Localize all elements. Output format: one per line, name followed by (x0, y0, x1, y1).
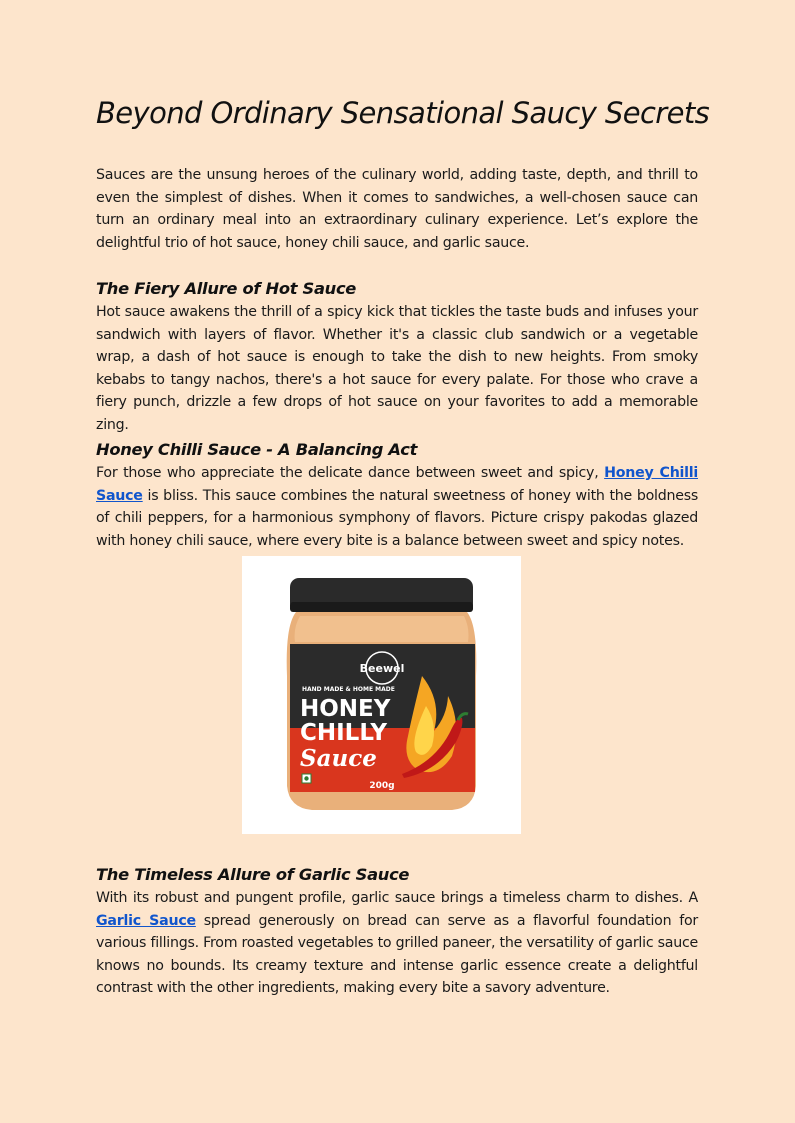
label-weight: 200g (369, 781, 395, 791)
section-heading: Honey Chilli Sauce - A Balancing Act (96, 440, 418, 459)
garlic-sauce-link[interactable]: Garlic Sauce (96, 912, 196, 929)
label-name-line2: CHILLY (300, 720, 388, 746)
section-garlic-sauce (96, 863, 698, 1000)
section-honey-chilli (96, 438, 698, 552)
section-paragraph (96, 462, 698, 552)
jar-top-sauce (295, 616, 469, 642)
label-brand: Beewel (359, 662, 405, 675)
sauce-jar-illustration (242, 556, 521, 834)
label-tagline: HAND MADE & HOME MADE (302, 686, 395, 693)
section-paragraph (96, 887, 698, 1000)
paragraph-text: spread generously on bread can serve as a flavorful foundation for various fillings. From roasted vegetables to grilled paneer, the versatility of garlic sauce knows no bounds. Its creamy texture and intense garlic essence create a delightful contrast with the other ingredients, making every bite a savory adventure. (96, 912, 698, 997)
section-heading: The Fiery Allure of Hot Sauce (96, 279, 357, 298)
label-name-line1: HONEY (300, 696, 391, 722)
honey-chilli-sauce-link[interactable]: Honey Chilli Sauce (96, 465, 698, 504)
jar-lid-rim (290, 602, 473, 612)
label-name-line3: Sauce (300, 745, 377, 772)
section-heading: The Timeless Allure of Garlic Sauce (96, 865, 410, 884)
intro-block (96, 164, 698, 254)
paragraph-text: With its robust and pungent profile, garlic sauce brings a timeless charm to dishes. A (96, 890, 698, 906)
veg-dot-icon (304, 776, 308, 780)
product-image-honey-chilly-sauce (242, 556, 521, 834)
intro-paragraph: Sauces are the unsung heroes of the culinary world, adding taste, depth, and thrill to even the simplest of dishes. When it comes to sandwiches, a well-chosen sauce can turn an ordinary meal into an extraordinary culinary experience. Let’s explore the delightful trio of hot sauce, honey chili sauce, and garlic sauce. (96, 167, 698, 251)
page-title: Beyond Ordinary Sensational Saucy Secrets (96, 96, 710, 130)
section-hot-sauce (96, 277, 698, 437)
section-paragraph: Hot sauce awakens the thrill of a spicy kick that tickles the taste buds and infuses your sandwich with layers of flavor. Whether it's a classic club sandwich or a vegetable wrap, a dash of hot sauce is enough to take the dish to new heights. From smoky kebabs to tangy nachos, there's a hot sauce for every palate. For those who crave a fiery punch, drizzle a few drops of hot sauce on your favorites to add a memorable zing. (96, 304, 698, 433)
paragraph-text: is bliss. This sauce combines the natural sweetness of honey with the boldness of chili peppers, for a harmonious symphony of flavors. Picture crispy pakodas glazed with honey chili sauce, where every bite is a balance between sweet and spicy notes. (96, 487, 698, 549)
paragraph-text: For those who appreciate the delicate dance between sweet and spicy, (96, 465, 605, 481)
